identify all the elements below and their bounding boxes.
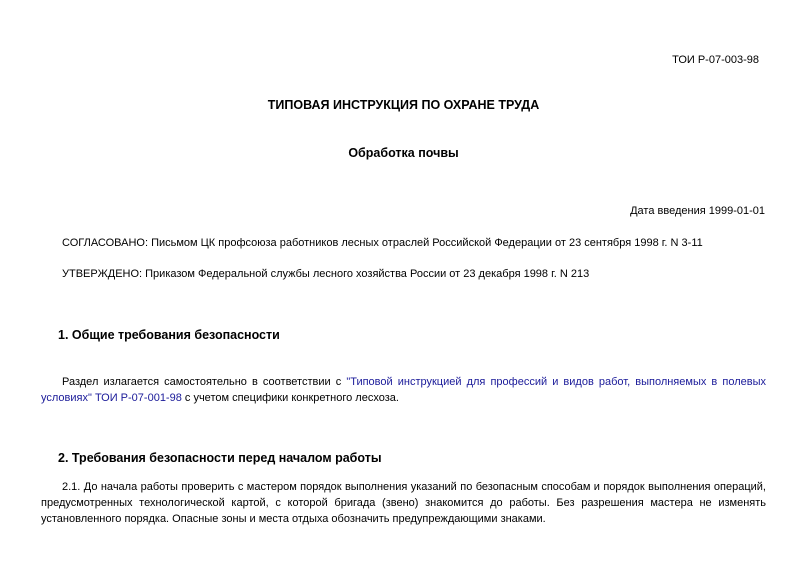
document-code: ТОИ Р-07-003-98: [672, 54, 759, 66]
approved-note: УТВЕРЖДЕНО: Приказом Федеральной службы лесного хозяйства России от 23 декабря 1998 г. N 213: [62, 268, 590, 280]
document-subtitle: Обработка почвы: [348, 146, 459, 160]
document-title: ТИПОВАЯ ИНСТРУКЦИЯ ПО ОХРАНЕ ТРУДА: [267, 98, 540, 112]
agreed-note: СОГЛАСОВАНО: Письмом ЦК профсоюза работников лесных отраслей Российской Федерации от 23 сентября 1998 г. N 3-11: [62, 237, 703, 249]
section-1-paragraph: [41, 374, 766, 406]
section-1-text-after: с учетом специфики конкретного лесхоза.: [181, 392, 399, 404]
effective-date: Дата введения 1999-01-01: [630, 205, 765, 217]
section-2-paragraph: 2.1. До начала работы проверить с мастером порядок выполнения указаний по безопасным способам и порядок выполнения операций, предусмотренных технологической картой, с которой бригада (звено) знакомится до работы. Без разрешения мастера не изменять установленного порядка. Опасные зоны и места отдыха обозначить предупреждающими знаками.: [41, 481, 766, 525]
section-1-heading: 1. Общие требования безопасности: [58, 328, 280, 342]
reference-link[interactable]: "Типовой инструкцией для профессий и видов работ, выполняемых в полевых условиях" ТОИ Р-07-001-98: [41, 376, 766, 404]
section-1-text-before: Раздел излагается самостоятельно в соответствии с: [62, 376, 347, 388]
section-2-heading: 2. Требования безопасности перед началом работы: [58, 451, 382, 465]
